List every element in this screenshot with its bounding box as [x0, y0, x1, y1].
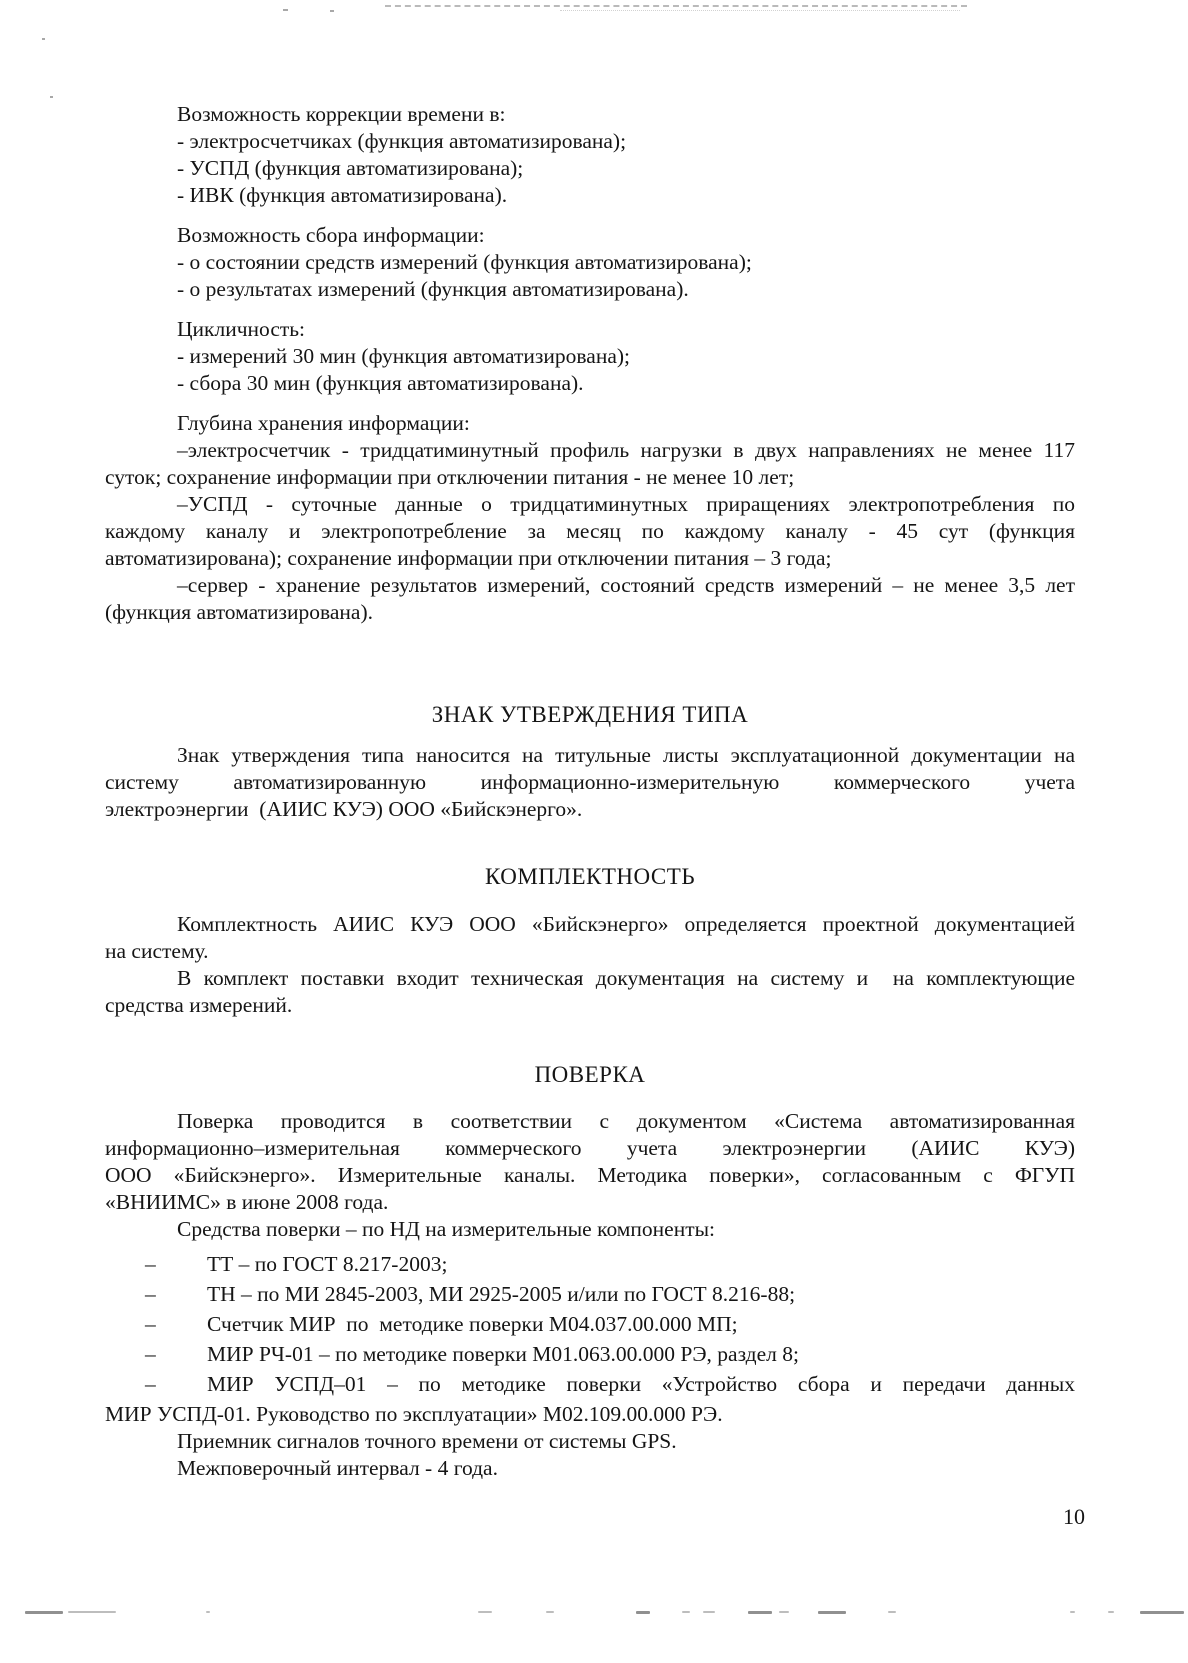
scan-artifact-speck: [330, 10, 334, 12]
list-item: - УСПД (функция автоматизирована);: [177, 156, 524, 180]
list-item-dash: –: [145, 1312, 156, 1336]
scan-artifact-bottom-segment: [888, 1611, 896, 1613]
scan-artifact-bottom-segment: [636, 1611, 650, 1614]
para-line: систему автоматизированную информационно-измерительную коммерческого учета: [105, 770, 1075, 794]
para-line: Комплектность АИИС КУЭ ООО «Бийскэнерго» определяется проектной документацией: [177, 912, 1075, 936]
block-title: Возможность коррекции времени в:: [177, 102, 506, 126]
scan-artifact-bottom-segment: [818, 1611, 846, 1614]
scan-artifact-bottom-segment: [1070, 1611, 1075, 1613]
block-title: Цикличность:: [177, 317, 306, 341]
para-line: МИР УСПД-01. Руководство по эксплуатации» М02.109.00.000 РЭ.: [105, 1402, 723, 1426]
list-item: [105, 1341, 1075, 1368]
scan-artifact-top-dots: [560, 10, 960, 11]
list-item: - о результатах измерений (функция автоматизирована).: [177, 277, 689, 301]
list-item-text: ТТ – по ГОСТ 8.217-2003;: [207, 1252, 448, 1276]
section-type-approval: [105, 742, 1075, 823]
scan-artifact-speck: [283, 9, 288, 11]
list-item-text: МИР РЧ-01 – по методике поверки М01.063.00.000 РЭ, раздел 8;: [207, 1342, 799, 1366]
para-line: информационно–измерительная коммерческого учета электроэнергии (АИИС КУЭ): [105, 1136, 1075, 1160]
para-line: Средства поверки – по НД на измерительные компоненты:: [177, 1217, 716, 1241]
para-line: –электросчетчик - тридцатиминутный профиль нагрузки в двух направлениях не менее 117: [177, 438, 1075, 462]
heading-completeness: КОМПЛЕКТНОСТЬ: [484, 864, 696, 889]
para-line: Поверка проводится в соответствии с документом «Система автоматизированная: [177, 1109, 1075, 1133]
page-content: [105, 101, 1075, 1482]
para-line: каждому каналу и электропотребление за месяц по каждому каналу - 45 сут (функция: [105, 519, 1075, 543]
list-item: - сбора 30 мин (функция автоматизирована).: [177, 371, 584, 395]
heading-verification: ПОВЕРКА: [534, 1062, 646, 1087]
scan-artifact-bottom-segment: [206, 1611, 210, 1613]
para-line: «ВНИИМС» в июне 2008 года.: [105, 1190, 389, 1214]
scan-artifact-speck: [50, 96, 53, 98]
section-storage-depth: [105, 410, 1075, 626]
section-verification: [105, 1108, 1075, 1482]
para-line: суток; сохранение информации при отключении питания - не менее 10 лет;: [105, 465, 795, 489]
scan-artifact-bottom-segment: [1108, 1611, 1114, 1613]
para-line: (функция автоматизирована).: [105, 600, 373, 624]
para-line: –УСПД - суточные данные о тридцатиминутных приращениях электропотребления по: [177, 492, 1075, 516]
list-item: [105, 1371, 1075, 1398]
list-item-dash: –: [145, 1252, 156, 1276]
para-line: Межповерочный интервал - 4 года.: [177, 1456, 498, 1480]
list-item-text: Счетчик МИР по методике поверки М04.037.00.000 МП;: [207, 1312, 738, 1336]
para-line: –сервер - хранение результатов измерений, состояний средств измерений – не менее 3,5 лет: [177, 573, 1075, 597]
scan-artifact-bottom-segment: [703, 1611, 715, 1613]
scan-artifact-bottom-segment: [478, 1611, 492, 1613]
scan-artifact-bottom-segment: [546, 1611, 554, 1613]
scan-artifact-top-line: [385, 5, 967, 7]
heading-type-approval: ЗНАК УТВЕРЖДЕНИЯ ТИПА: [431, 702, 749, 727]
para-line: средства измерений.: [105, 993, 293, 1017]
scan-artifact-speck: [42, 38, 45, 40]
list-item: - электросчетчиках (функция автоматизирована);: [177, 129, 627, 153]
list-item: [105, 1281, 1075, 1308]
block-title: Возможность сбора информации:: [177, 223, 485, 247]
list-item-dash: –: [145, 1372, 156, 1396]
list-item-text: ТН – по МИ 2845-2003, МИ 2925-2005 и/или по ГОСТ 8.216-88;: [207, 1282, 796, 1306]
para-line: В комплект поставки входит техническая документация на систему и на комплектующие: [177, 966, 1075, 990]
para-line: автоматизирована); сохранение информации при отключении питания – 3 года;: [105, 546, 832, 570]
list-item: - ИВК (функция автоматизирована).: [177, 183, 508, 207]
section-info-collection: [105, 222, 1075, 303]
list-item-dash: –: [145, 1342, 156, 1366]
block-title: Глубина хранения информации:: [177, 411, 470, 435]
list-item-text: МИР УСПД–01 – по методике поверки «Устройство сбора и передачи данных: [207, 1372, 1075, 1396]
section-cyclicity: [105, 316, 1075, 397]
list-item: - о состоянии средств измерений (функция автоматизирована);: [177, 250, 752, 274]
section-completeness: [105, 911, 1075, 1019]
para-line: Знак утверждения типа наносится на титульные листы эксплуатационной документации на: [177, 743, 1075, 767]
list-item: - измерений 30 мин (функция автоматизирована);: [177, 344, 631, 368]
scan-artifact-bottom-segment: [1140, 1611, 1184, 1614]
scan-artifact-bottom-segment: [748, 1611, 772, 1614]
list-item: [105, 1311, 1075, 1338]
para-line: на систему.: [105, 939, 209, 963]
scan-artifact-bottom-segment: [68, 1611, 116, 1613]
section-time-correction: [105, 101, 1075, 209]
list-item-dash: –: [145, 1282, 156, 1306]
list-item: [105, 1251, 1075, 1278]
page-number: 10: [1063, 1504, 1085, 1529]
scan-artifact-bottom-segment: [25, 1611, 63, 1614]
verification-means-list: [105, 1251, 1075, 1398]
scan-artifact-bottom-segment: [779, 1611, 789, 1613]
para-line: Приемник сигналов точного времени от системы GPS.: [177, 1429, 677, 1453]
para-line: электроэнергии (АИИС КУЭ) ООО «Бийскэнерго».: [105, 797, 583, 821]
scan-artifact-bottom-segment: [682, 1611, 690, 1613]
para-line: ООО «Бийскэнерго». Измерительные каналы. Методика поверки», согласованным с ФГУП: [105, 1163, 1075, 1187]
